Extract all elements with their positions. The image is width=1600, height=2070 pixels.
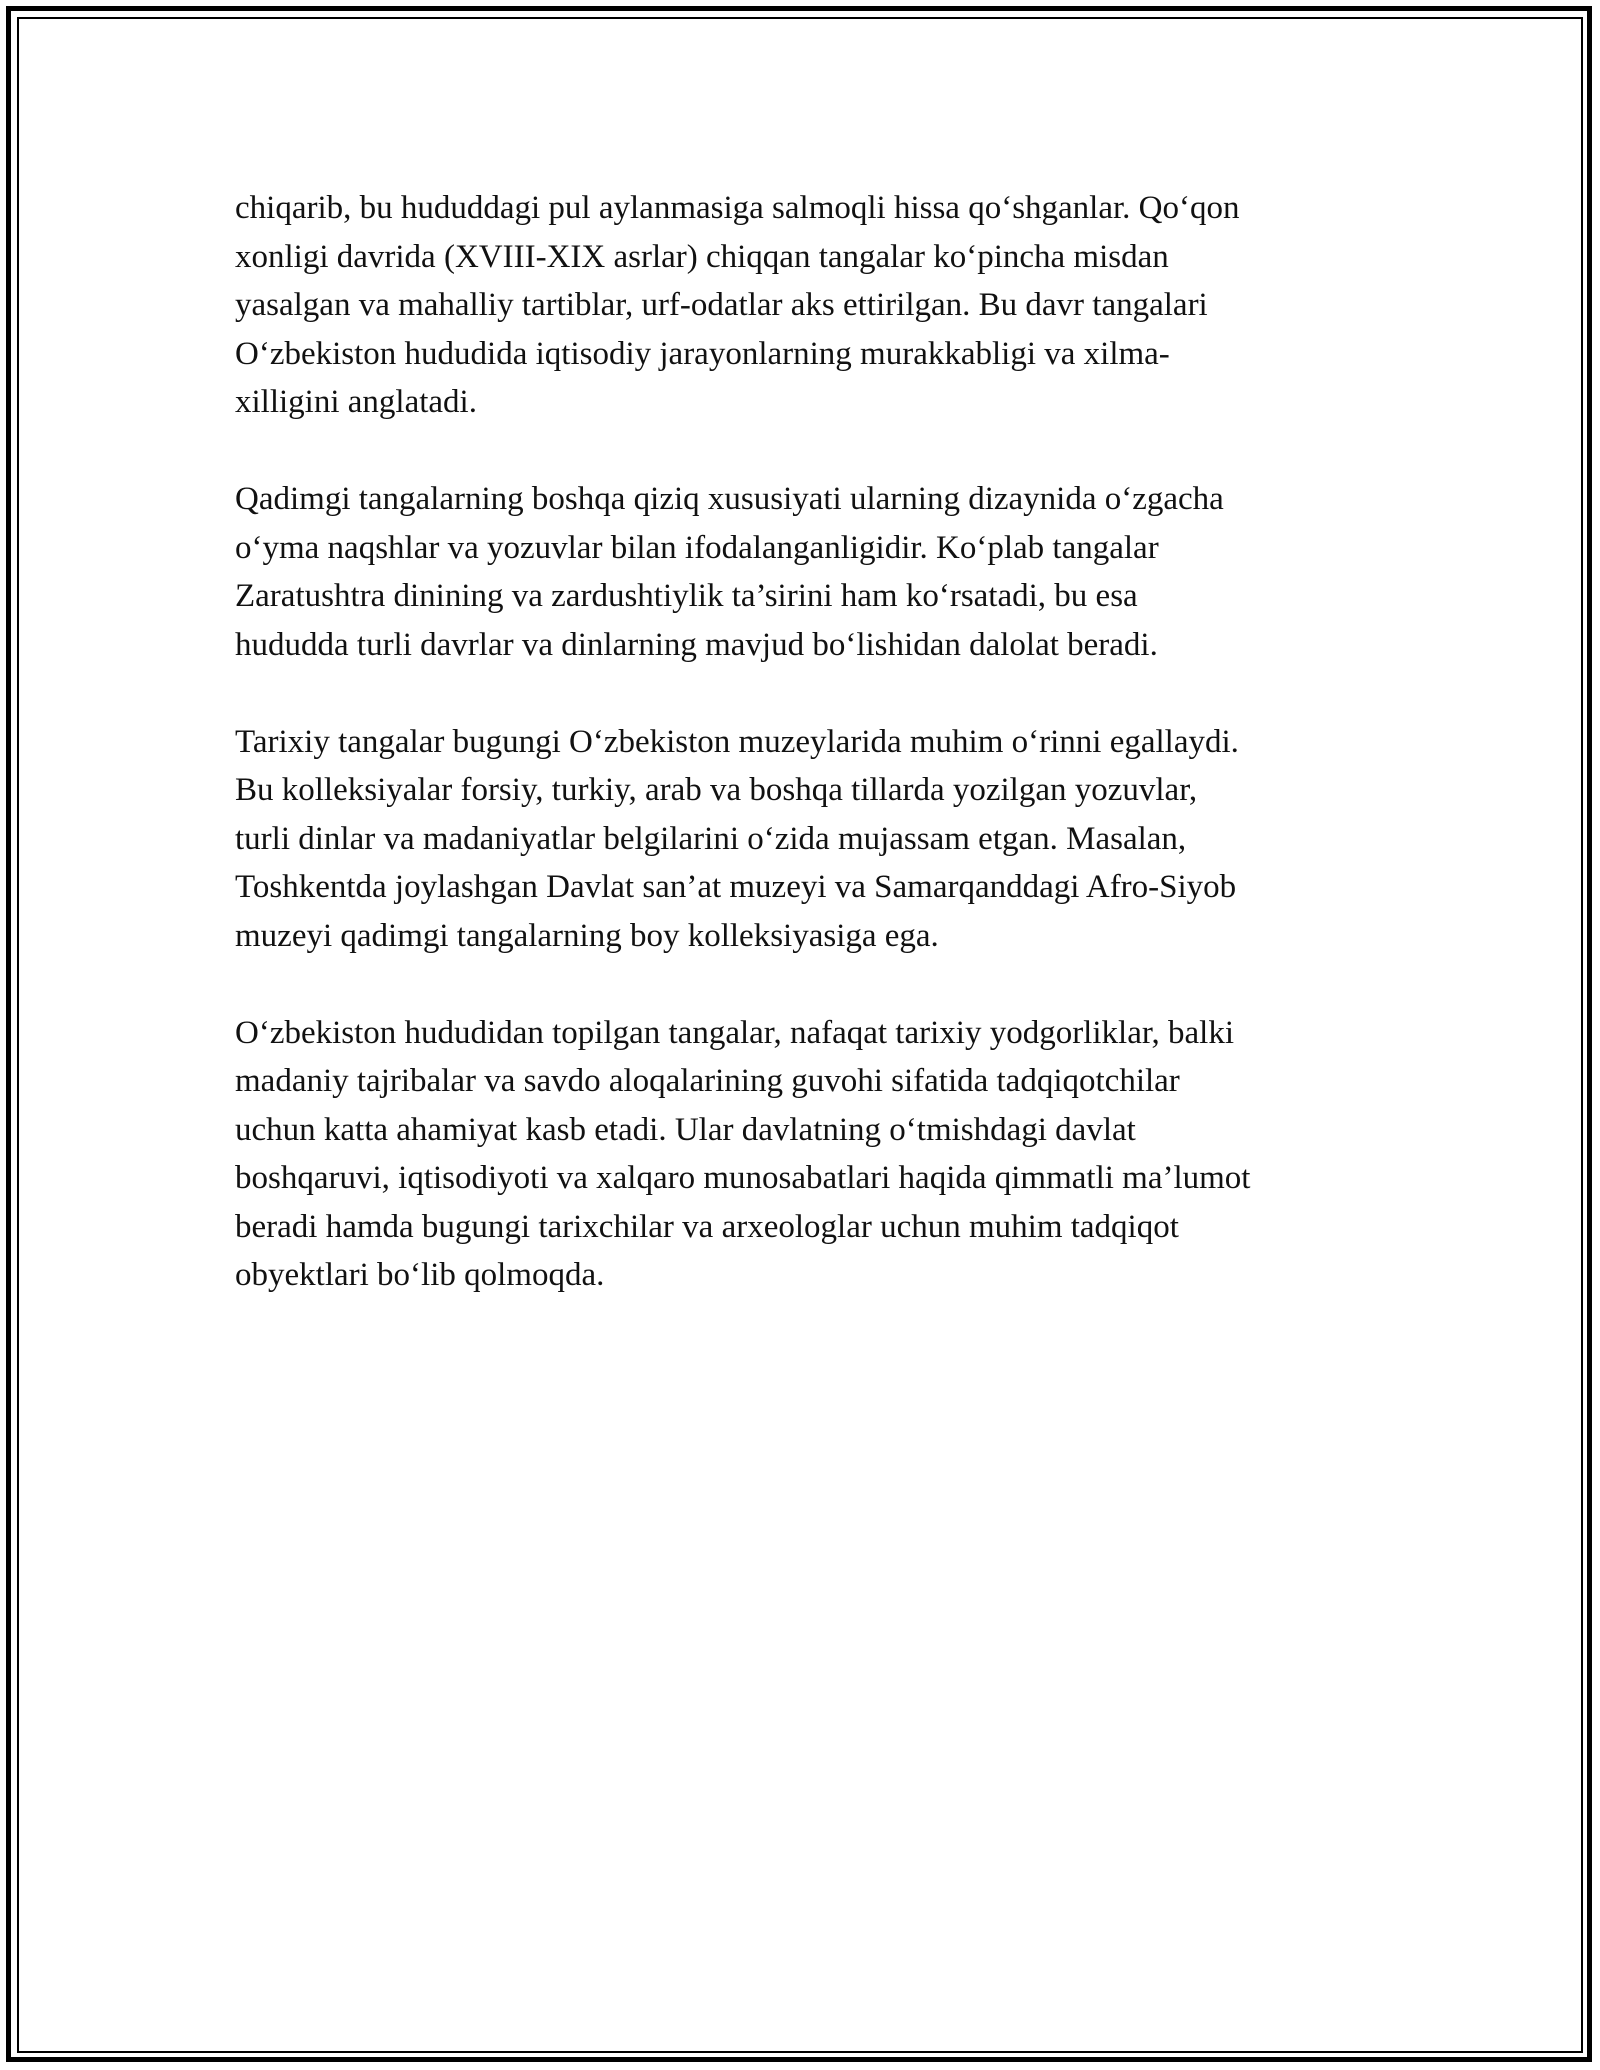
text-line: Zaratushtra dinining va zardushtiylik ta’sirini ham ko‘rsatadi, bu esa: [235, 578, 1138, 614]
text-line: uchun katta ahamiyat kasb etadi. Ular davlatning o‘tmishdagi davlat: [235, 1111, 1136, 1148]
text-line: Bu kolleksiyalar forsiy, turkiy, arab va boshqa tillarda yozilgan yozuvlar,: [235, 772, 1198, 808]
text-line: obyektlari bo‘lib qolmoqda.: [235, 1257, 605, 1293]
text-line: turli dinlar va madaniyatlar belgilarini o‘zida mujassam etgan. Masalan,: [235, 820, 1187, 857]
paragraph-1: [235, 184, 1375, 427]
text-line: xilligini anglatadi.: [235, 384, 477, 420]
text-line: yasalgan va mahalliy tartiblar, urf-odatlar aks ettirilgan. Bu davr tangalari: [235, 287, 1208, 323]
text-line: Tarixiy tangalar bugungi O‘zbekiston muzeylarida muhim o‘rinni egallaydi.: [235, 723, 1239, 760]
paragraph-3: [235, 718, 1375, 961]
text-line: beradi hamda bugungi tarixchilar va arxeologlar uchun muhim tadqiqot: [235, 1208, 1179, 1245]
text-line: xonligi davrida (XVIII-XIX asrlar) chiqqan tangalar ko‘pincha misdan: [235, 238, 1169, 275]
text-line: hududda turli davrlar va dinlarning mavjud bo‘lishidan dalolat beradi.: [235, 626, 1158, 663]
paragraph-4: [235, 1009, 1375, 1300]
text-line: boshqaruvi, iqtisodiyoti va xalqaro munosabatlari haqida qimmatli ma’lumot: [235, 1160, 1251, 1196]
text-line: O‘zbekiston hududidan topilgan tangalar, nafaqat tarixiy yodgorliklar, balki: [235, 1014, 1234, 1051]
paragraph-2: [235, 475, 1375, 669]
text-line: Toshkentda joylashgan Davlat san’at muzeyi va Samarqanddagi Afro-Siyob: [235, 869, 1237, 905]
text-line: chiqarib, bu hududdagi pul aylanmasiga salmoqli hissa qo‘shganlar. Qo‘qon: [235, 190, 1240, 226]
text-line: O‘zbekiston hududida iqtisodiy jarayonlarning murakkabligi va xilma-: [235, 335, 1170, 372]
text-line: o‘yma naqshlar va yozuvlar bilan ifodalanganligidir. Ko‘plab tangalar: [235, 529, 1159, 566]
text-line: madaniy tajribalar va savdo aloqalarining guvohi sifatida tadqiqotchilar: [235, 1063, 1180, 1099]
document-body: [235, 184, 1375, 1348]
text-line: muzeyi qadimgi tangalarning boy kolleksiyasiga ega.: [235, 917, 939, 954]
text-line: Qadimgi tangalarning boshqa qiziq xususiyati ularning dizaynida o‘zgacha: [235, 481, 1224, 517]
